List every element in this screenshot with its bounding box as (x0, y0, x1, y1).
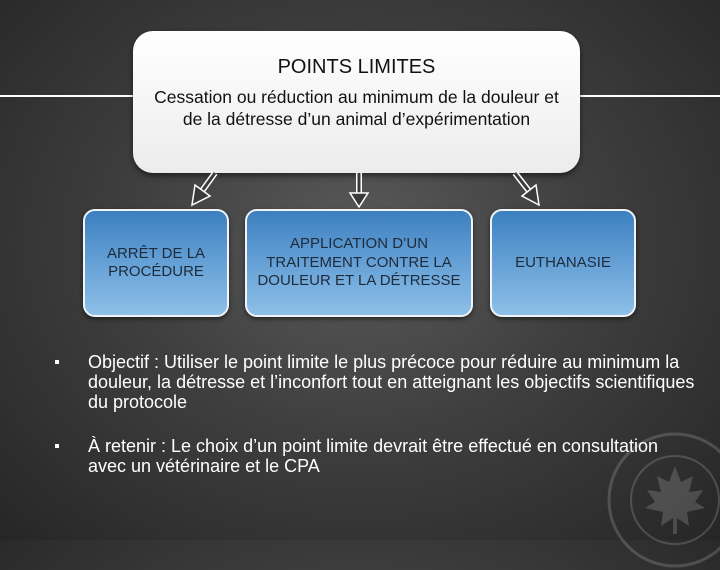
option-euthanasie (490, 209, 636, 317)
option-traitement-douleur-label: APPLICATION D’UN TRAITEMENT CONTRE LA DOULEUR ET LA DÉTRESSE (257, 235, 461, 290)
arrow-center (350, 173, 368, 207)
bullet-mark-icon (55, 444, 59, 448)
option-arret-procedure-label: ARRÊT DE LA PROCÉDURE (106, 244, 206, 280)
bullet-objectif-text: Objectif : Utiliser le point limite le plus précoce pour réduire au minimum la douleur, la détresse et l’inconfort tout en atteignant les objectifs scientifiques du protocole (88, 352, 695, 412)
maple-leaf-icon (645, 466, 705, 534)
bullet-list (55, 352, 695, 500)
ccac-logo-watermark (605, 430, 720, 570)
arrow-right (515, 173, 539, 205)
arrow-left (192, 173, 215, 205)
option-traitement-douleur (245, 209, 473, 317)
bullet-a-retenir (55, 436, 695, 476)
points-limites-title: POINTS LIMITES (277, 56, 436, 78)
bullet-a-retenir-text: À retenir : Le choix d’un point limite devrait être effectué en consultation avec un vétérinaire et le CPA (88, 436, 658, 476)
bullet-objectif (55, 352, 695, 412)
points-limites-description: Cessation ou réduction au minimum de la douleur et de la détresse d’un animal d’expérimentation (154, 87, 559, 129)
bullet-mark-icon (55, 360, 59, 364)
option-euthanasie-label: EUTHANASIE (515, 253, 611, 271)
option-arret-procedure (83, 209, 229, 317)
